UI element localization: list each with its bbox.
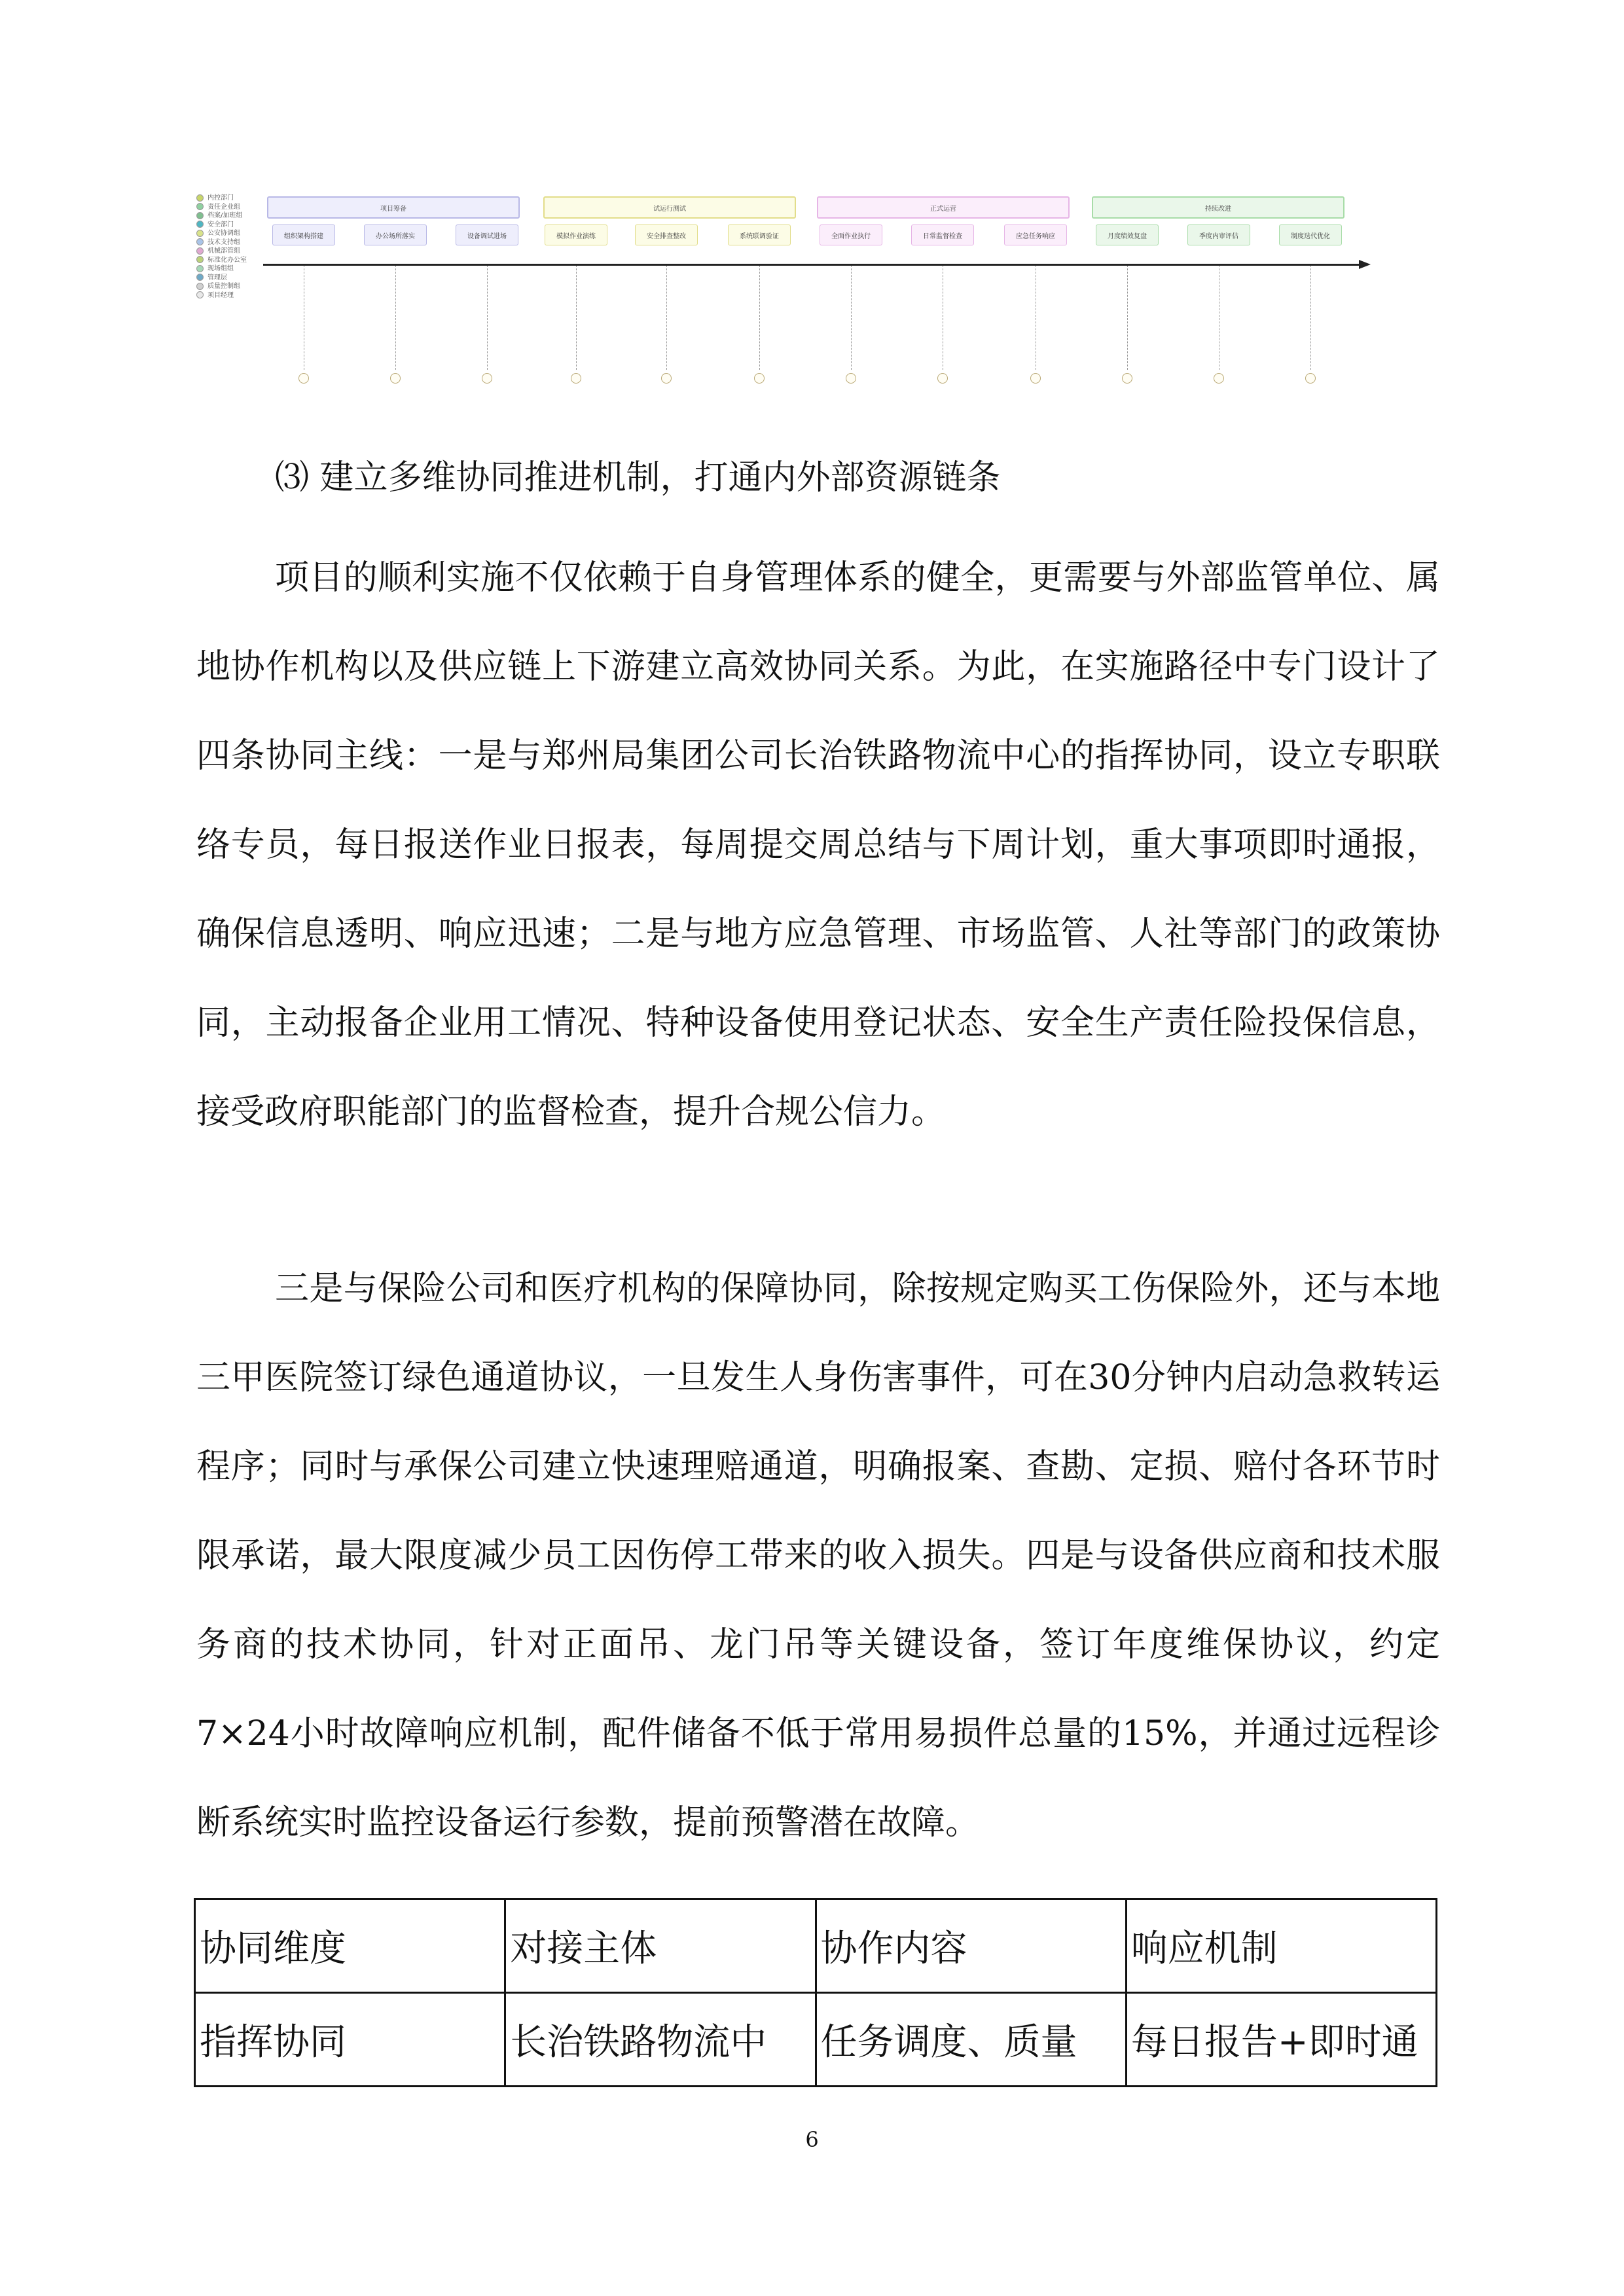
milestone-node-icon	[482, 373, 492, 384]
task-stem	[395, 265, 396, 370]
legend-dot-icon	[196, 221, 204, 228]
milestone-node-icon	[390, 373, 401, 384]
task-box: 办公场所落实	[364, 224, 427, 245]
milestone-node-icon	[298, 373, 309, 384]
legend-label: 公安协调组	[208, 230, 240, 237]
paragraph-2: 三是与保险公司和医疗机构的保障协同，除按规定购买工伤保险外，还与本地三甲医院签订绿色通道协议，一旦发生人身伤害事件，可在30分钟内启动急救转运程序；同时与承保公司建立快速理赔通道，明确报案、查勘、定损、赔付各环节时限承诺，最大限度减少员工因伤停工带来的收入损失。四是与设备供应商和技术服务商的技术协同，针对正面吊、龙门吊等关键设备，签订年度维保协议，约定7×24小时故障响应机制，配件储备不低于常用易损件总量的15%，并通过远程诊断系统实时监控设备运行参数，提前预警潜在故障。	[196, 1269, 1440, 1842]
task-stem	[576, 265, 577, 370]
legend-item	[196, 238, 240, 247]
legend-dot-icon	[196, 194, 204, 202]
legend-item	[196, 194, 234, 202]
legend-dot-icon	[196, 283, 204, 290]
legend-label: 内控部门	[208, 194, 234, 202]
milestone-node-icon	[846, 373, 856, 384]
phase-bar: 正式运营	[817, 196, 1070, 219]
task-box: 设备调试进场	[456, 224, 518, 245]
table-cell: 每日报告+即时通	[1126, 1993, 1436, 2087]
milestone-node-icon	[1305, 373, 1316, 384]
milestone-node-icon	[937, 373, 948, 384]
legend-dot-icon	[196, 291, 204, 298]
milestone-node-icon	[571, 373, 581, 384]
legend-item	[196, 221, 234, 229]
phase-bar: 项目筹备	[267, 196, 520, 219]
legend-item	[196, 274, 227, 282]
phase-bar: 持续改进	[1092, 196, 1344, 219]
legend-item	[196, 203, 240, 211]
task-box: 全面作业执行	[820, 224, 882, 245]
legend-label: 责任企业组	[208, 203, 240, 211]
task-box: 系统联调验证	[728, 224, 791, 245]
table-header-cell: 协作内容	[816, 1899, 1126, 1993]
task-box: 组织架构搭建	[272, 224, 335, 245]
legend-dot-icon	[196, 256, 204, 263]
task-box: 制度迭代优化	[1279, 224, 1342, 245]
phase-bar: 试运行测试	[543, 196, 796, 219]
legend-item	[196, 229, 240, 238]
table-cell: 长治铁路物流中	[505, 1993, 816, 2087]
table-header-cell: 对接主体	[505, 1899, 816, 1993]
table-header-cell: 协同维度	[195, 1899, 505, 1993]
legend-label: 现场组组	[208, 265, 234, 272]
milestone-node-icon	[661, 373, 672, 384]
legend-label: 档案/加班组	[208, 212, 243, 219]
legend-label: 管理层	[208, 274, 227, 281]
legend-label: 项目经理	[208, 291, 234, 299]
legend-item	[196, 256, 247, 264]
task-box: 安全排查整改	[635, 224, 698, 245]
table-cell: 指挥协同	[195, 1993, 505, 2087]
table-row	[195, 1993, 1437, 2087]
legend-dot-icon	[196, 274, 204, 281]
section-heading: ⑶ 建立多维协同推进机制，打通内外部资源链条	[275, 458, 1001, 497]
legend-label: 机械部管组	[208, 247, 240, 255]
legend-dot-icon	[196, 230, 204, 237]
page-number: 6	[805, 2127, 819, 2152]
task-stem	[851, 265, 852, 370]
table-header-row	[195, 1899, 1437, 1993]
legend-dot-icon	[196, 203, 204, 210]
legend-label: 技术支持组	[208, 238, 240, 246]
task-box: 月度绩效复盘	[1096, 224, 1159, 245]
task-stem	[1310, 265, 1311, 370]
legend-dot-icon	[196, 265, 204, 272]
task-box: 模拟作业演练	[545, 224, 607, 245]
legend-label: 质量控制组	[208, 283, 240, 290]
milestone-node-icon	[754, 373, 765, 384]
task-box: 日常监督检查	[911, 224, 974, 245]
timeline-axis	[263, 264, 1363, 266]
task-stem	[1127, 265, 1128, 370]
legend-dot-icon	[196, 212, 204, 219]
legend-label: 安全部门	[208, 221, 234, 228]
timeline-arrow-icon	[1359, 260, 1371, 269]
coordination-table	[194, 1898, 1437, 2087]
task-stem	[666, 265, 667, 370]
milestone-node-icon	[1122, 373, 1132, 384]
legend-item	[196, 282, 240, 291]
legend-dot-icon	[196, 247, 204, 255]
legend-item	[196, 264, 234, 273]
legend-dot-icon	[196, 238, 204, 245]
table-cell: 任务调度、质量	[816, 1993, 1126, 2087]
legend-item	[196, 211, 242, 220]
task-box: 应急任务响应	[1004, 224, 1067, 245]
paragraph-1: 项目的顺利实施不仅依赖于自身管理体系的健全，更需要与外部监管单位、属地协作机构以及供应链上下游建立高效协同关系。为此，在实施路径中专门设计了四条协同主线：一是与郑州局集团公司长治铁路物流中心的指挥协同，设立专职联络专员，每日报送作业日报表，每周提交周总结与下周计划，重大事项即时通报，确保信息透明、响应迅速；二是与地方应急管理、市场监管、人社等部门的政策协同，主动报备企业用工情况、特种设备使用登记状态、安全生产责任险投保信息，接受政府职能部门的监督检查，提升合规公信力。	[196, 558, 1440, 1132]
milestone-node-icon	[1214, 373, 1224, 384]
task-box: 季度内审评估	[1187, 224, 1250, 245]
milestone-node-icon	[1030, 373, 1041, 384]
task-stem	[759, 265, 760, 370]
legend-item	[196, 247, 240, 255]
task-stem	[487, 265, 488, 370]
table-header-cell: 响应机制	[1126, 1899, 1436, 1993]
legend-item	[196, 291, 234, 300]
legend-label: 标准化办公室	[208, 256, 247, 264]
timeline-diagram	[196, 190, 1375, 399]
